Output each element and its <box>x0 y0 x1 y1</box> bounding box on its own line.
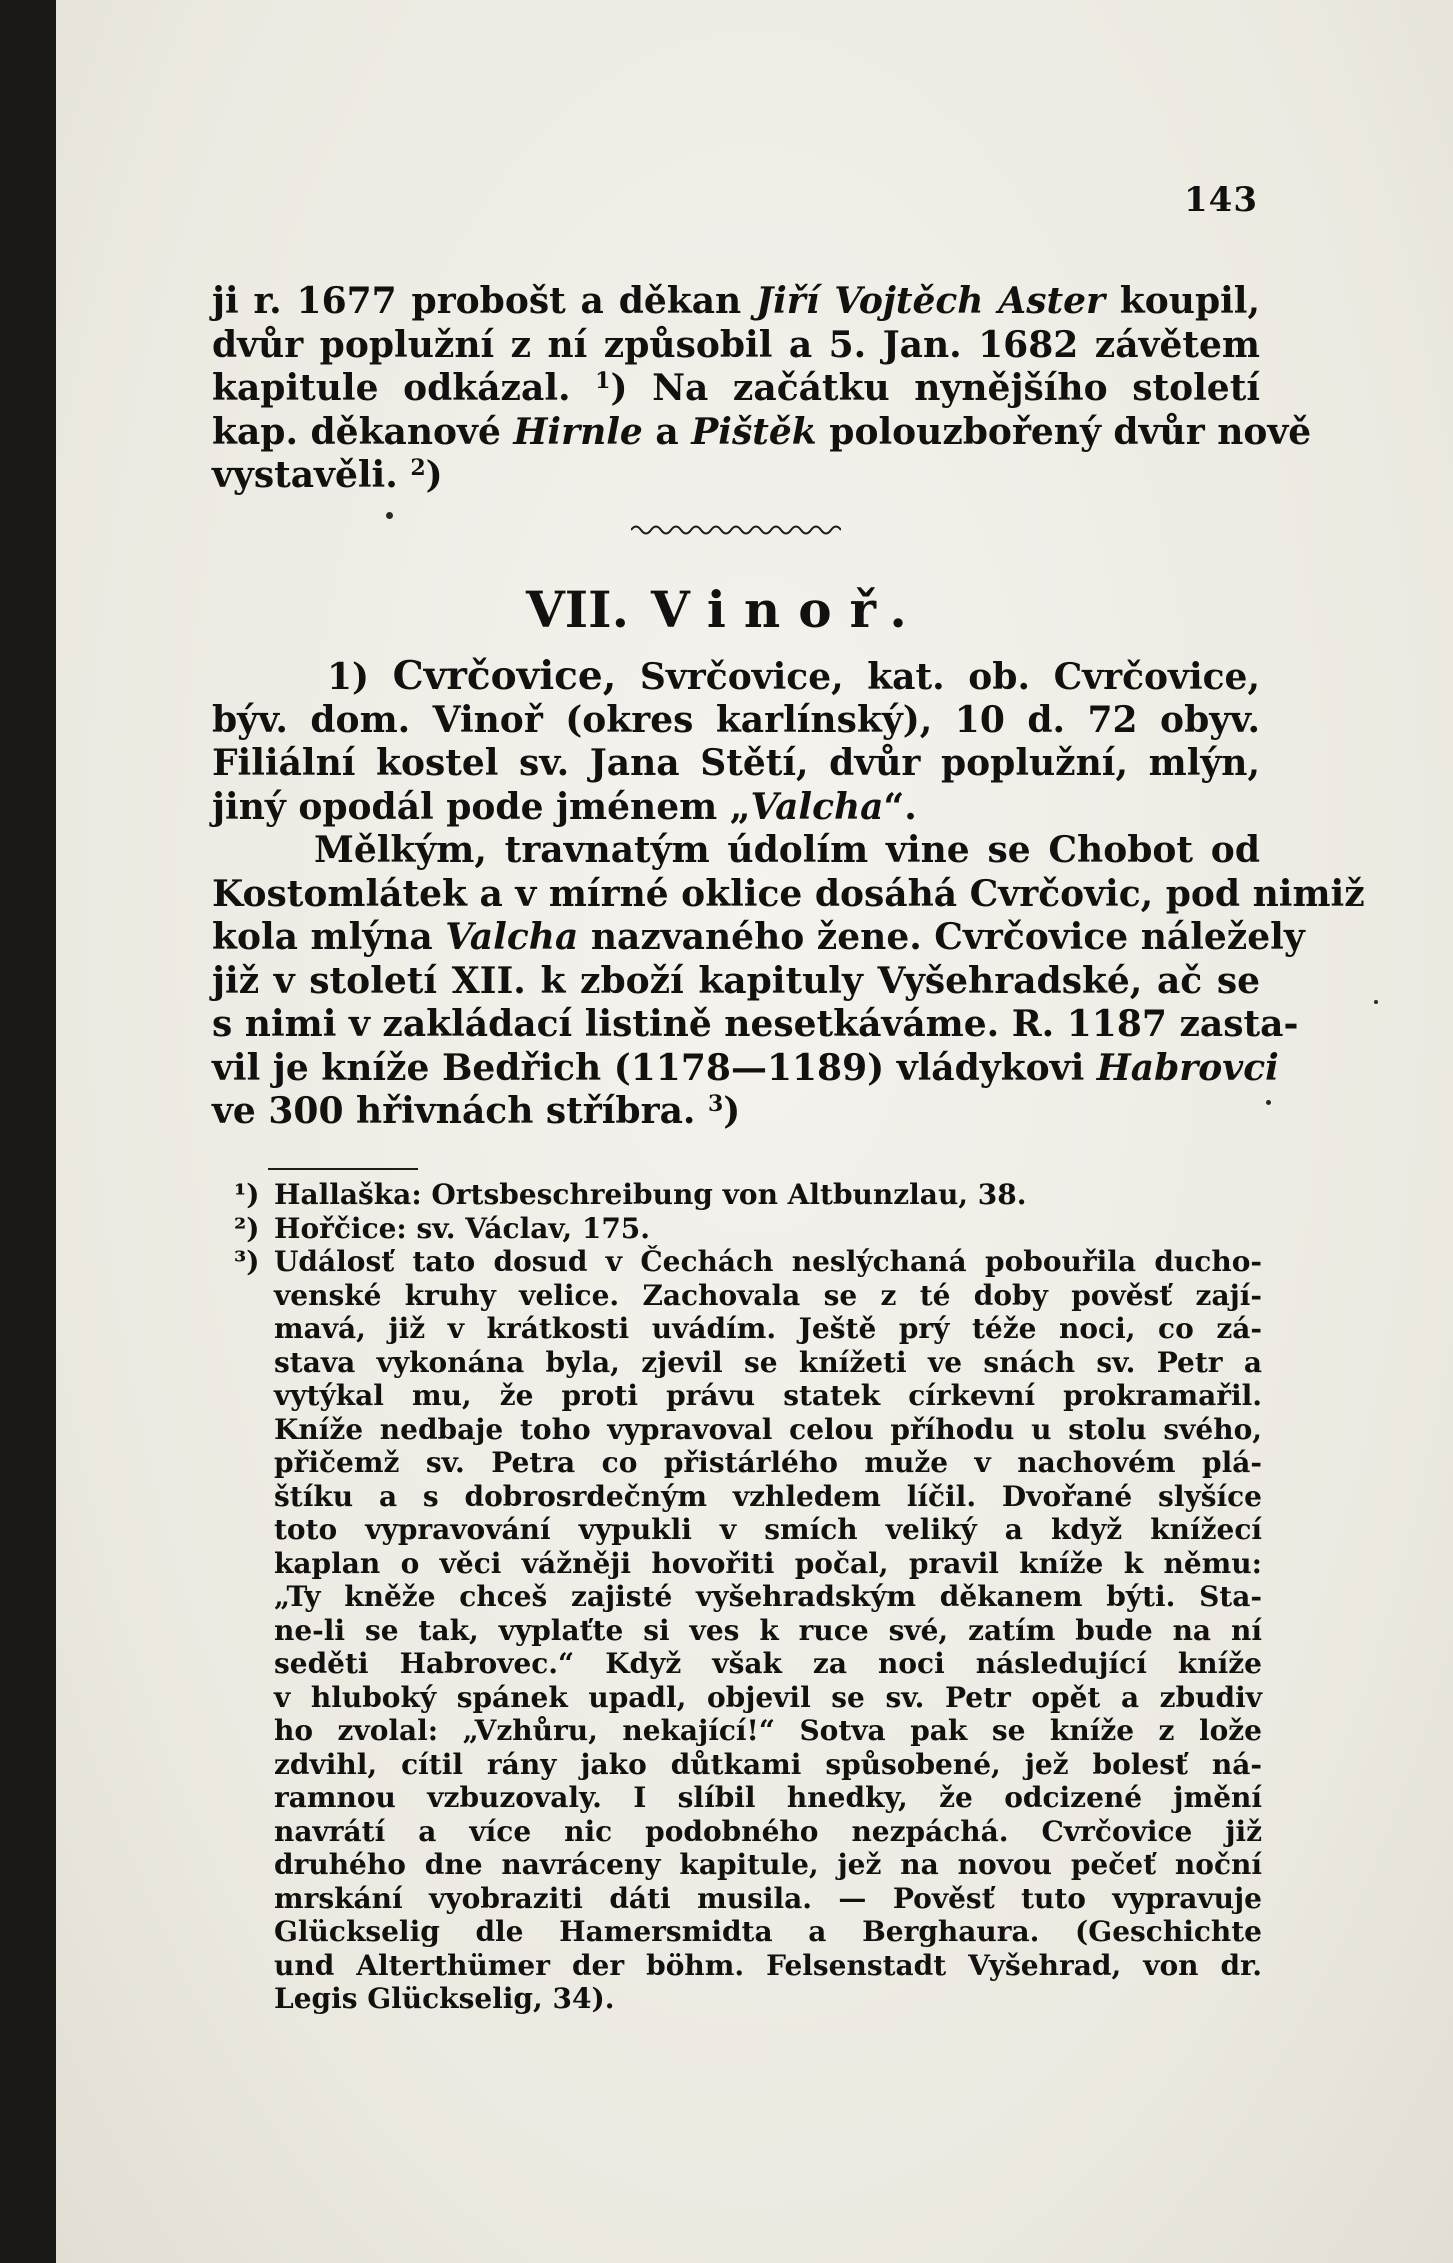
footnote-text: Hořčice: sv. Václav, 175. <box>274 1211 651 1245</box>
wavy-rule-ornament <box>631 520 841 540</box>
text-line: jiný opodál pode jménem „Valcha“. <box>212 785 917 828</box>
footnote-line: ramnou vzbuzovaly. I slíbil hnedky, že odcizené jmění <box>274 1781 1262 1814</box>
text-line: ve 300 hřivnách stříbra. $^3$) <box>212 1090 741 1132</box>
body-paragraph <box>212 280 1312 498</box>
text-line: ji r. 1677 probošt a děkan Jiří Vojtěch Aster koupil, <box>212 280 1260 322</box>
footnote-marker: ¹) <box>234 1178 260 1211</box>
footnote-line: Glückselig dle Hamersmidta a Berghaura. (Geschichte <box>274 1915 1262 1948</box>
footnote-line: venské kruhy velice. Zachovala se z té doby pověsť zají- <box>274 1278 1262 1312</box>
text-line: kapitule odkázal. $^1$) Na začátku nynějšího století <box>212 367 1261 409</box>
footnote-line: toto vypravování vypukli v smích veliký a když knížecí <box>274 1513 1262 1546</box>
footnote-line: navrátí a více nic podobného nezpáchá. Cvrčovice již <box>274 1814 1262 1848</box>
text-line: kola mlýna Valcha nazvaného žene. Cvrčovice náležely <box>212 916 1305 958</box>
chapter-heading <box>526 580 925 639</box>
text-line: kap. děkanové Hirnle a Pištěk polouzbořený dvůr nově <box>212 410 1312 453</box>
text-line: Mělkým, travnatým údolím vine se Chobot od <box>314 829 1260 871</box>
text-line: vystavěli. $^2$) <box>212 454 443 496</box>
scan-speck <box>1266 1100 1271 1105</box>
footnote-3 <box>234 1245 1262 2016</box>
footnote-1 <box>234 1178 1262 1212</box>
footnotes <box>234 1178 1262 2016</box>
footnote-separator <box>268 1168 418 1170</box>
page-number: 143 <box>1184 180 1258 220</box>
chapter-title: Vinoř. <box>650 580 925 639</box>
section-cvrcovice <box>212 653 1365 1134</box>
book-page <box>56 0 1453 2263</box>
footnote-line: „Ty kněže chceš zajisté vyšehradským děkanem býti. Sta- <box>274 1580 1262 1613</box>
footnote-marker: ³) <box>234 1245 260 1278</box>
footnote-line: Událosť tato dosud v Čechách neslýchaná pobouřila ducho- <box>274 1245 1262 1278</box>
footnote-line: und Alterthümer der böhm. Felsenstadt Vyšehrad, von dr. <box>274 1948 1262 1982</box>
footnote-line: Kníže nedbaje toho vypravoval celou příhodu u stolu svého, <box>274 1412 1262 1446</box>
footnote-line: ho zvolal: „Vzhůru, nekající!“ Sotva pak se kníže z lože <box>274 1714 1262 1747</box>
text-line: Filiální kostel sv. Jana Stětí, dvůr poplužní, mlýn, <box>212 742 1260 784</box>
text-line: 1) Cvrčovice, Svrčovice, kat. ob. Cvrčovice, <box>327 653 1260 699</box>
footnote-line: druhého dne navráceny kapitule, jež na novou pečeť noční <box>274 1848 1262 1881</box>
footnote-line: přičemž sv. Petra co přistárlého muže v nachovém plá- <box>274 1446 1262 1479</box>
text-line: s nimi v zakládací listině nesetkáváme. R. 1187 zasta- <box>212 1003 1299 1045</box>
footnote-line: mavá, již v krátkosti uvádím. Ještě prý téže noci, co zá- <box>274 1312 1262 1345</box>
footnote-line: zdvihl, cítil rány jako důtkami spůsobené, jež bolesť ná- <box>274 1747 1262 1781</box>
footnote-marker: ²) <box>234 1211 260 1245</box>
scan-speck <box>1374 1000 1378 1004</box>
footnote-line: stava vykonána byla, zjevil se knížeti ve snách sv. Petr a <box>274 1345 1262 1379</box>
text-line: vil je kníže Bedřich (1178—1189) vládykovi Habrovci <box>212 1046 1279 1089</box>
footnote-line: Legis Glückselig, 34). <box>274 1982 615 2015</box>
footnote-line: v hluboký spánek upadl, objevil se sv. Petr opět a zbudiv <box>274 1680 1262 1714</box>
text-line: již v století XII. k zboží kapituly Vyšehradské, ač se <box>212 959 1260 1002</box>
footnote-line: kaplan o věci vážněji hovořiti počal, pravil kníže k němu: <box>274 1546 1262 1580</box>
footnote-line: ne-li se tak, vyplaťte si ves k ruce své, zatím bude na ní <box>274 1613 1262 1647</box>
footnote-line: štíku a s dobrosrdečným vzhledem líčil. Dvořané slyšíce <box>274 1479 1262 1513</box>
footnote-text: Hallaška: Ortsbeschreibung von Altbunzlau, 38. <box>274 1178 1027 1211</box>
footnote-line: seděti Habrovec.“ Když však za noci následující kníže <box>274 1647 1262 1680</box>
footnote-line: vytýkal mu, že proti právu statek církevní prokramařil. <box>274 1379 1262 1412</box>
text-line: Kostomlátek a v mírné oklice dosáhá Cvrčovic, pod nimiž <box>212 872 1365 915</box>
scan-speck <box>386 512 393 519</box>
text-line: dvůr poplužní z ní způsobil a 5. Jan. 1682 závětem <box>212 323 1260 366</box>
chapter-numeral: VII. <box>526 580 629 639</box>
footnote-2 <box>234 1211 1262 1246</box>
footnote-line: mrskání vyobraziti dáti musila. — Pověsť tuto vypravuje <box>274 1881 1262 1915</box>
text-line: býv. dom. Vinoř (okres karlínský), 10 d. 72 obyv. <box>212 698 1260 741</box>
